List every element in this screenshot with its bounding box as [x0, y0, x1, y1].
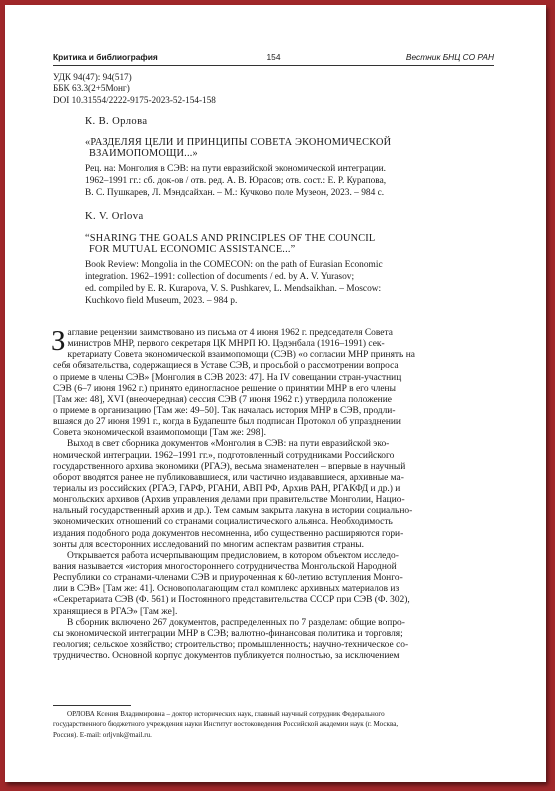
body-line: о приеме в организацию [Там же: 49–50]. Так началась история МНР в СЭВ, продли- [53, 405, 396, 416]
body-line: В сборник включено 267 документов, распределенных по 7 разделам: общие вопро- [67, 617, 405, 628]
ru-title [85, 137, 495, 160]
article-body [51, 325, 503, 662]
ru-review-reference [85, 163, 495, 199]
body-line: геология; сельское хозяйство; строительство; промышленность; научно-техническое со- [53, 639, 409, 650]
body-line: монгольских архивов (Архив управления делами при правительстве Монголии, Нацио- [53, 495, 405, 506]
en-author: K. V. Orlova [85, 211, 144, 222]
body-line: вшаяся до 27 июня 1991 г., когда в Будапеште был подписан Протокол об упразднении [53, 417, 401, 428]
header-rule [53, 65, 494, 66]
body-line: «Секретариата СЭВ (Ф. 561) и Постоянного представительства СССР при СЭВ (Ф. 302), [53, 595, 410, 606]
en-title-line: “SHARING THE GOALS AND PRINCIPLES OF THE COUNCIL [85, 233, 376, 244]
author-footnote [53, 709, 505, 740]
section-title: Критика и библиография [53, 52, 158, 62]
footnote-line: Россия). E-mail: orljvnk@mail.ru. [53, 730, 152, 739]
body-line: трудничество. Основной корпус документов публикуется полностью, за исключением [53, 651, 400, 662]
journal-title: Вестник БНЦ СО РАН [405, 52, 494, 62]
body-line: зонты для всесторонних исследований по многим аспектам развития страны. [53, 539, 364, 550]
en-ref-line: ed. compiled by E. R. Kurapova, V. S. Pushkarev, L. Mendsaikhan. – Moscow: [85, 284, 382, 295]
body-line: кретариату Совета экономической взаимопомощи (СЭВ) «о согласии МНР принять на [67, 350, 415, 361]
body-line: хранящиеся в РГАЭ» [Там же]. [53, 606, 178, 617]
ru-title-line: ВЗАИМОПОМОЩИ...» [89, 148, 198, 160]
classification-block [53, 72, 493, 106]
en-title-line: FOR MUTUAL ECONOMIC ASSISTANCE...” [89, 244, 296, 256]
ru-ref-line: 1962–1991 гг.: сб. док-ов / отв. ред. А. В. Юрасов; отв. сост.: Е. Р. Курапова, [85, 176, 387, 187]
doi: DOI 10.31554/2222-9175-2023-52-154-158 [53, 94, 216, 105]
body-line: себя обязательства, содержащиеся в Уставе СЭВ, и просьбой о рассмотрении вопроса [53, 361, 399, 372]
bbk-code: ББК 63.3(2+5Монг) [53, 83, 130, 94]
body-line: Совета экономической взаимопомощи [Там же: 298]. [53, 428, 266, 439]
body-line: лии в СЭВ» [Там же: 41]. Основополагающим стал комплекс архивных материалов из [53, 584, 400, 595]
page-number: 154 [266, 52, 281, 62]
body-line: сы экономической интеграции МНР в СЭВ; валютно-финансовая политика и торговля; [53, 628, 403, 639]
udk-code: УДК 94(47): 94(517) [53, 72, 132, 82]
footnote-line: государственного бюджетного учреждения науки Институт востоковедения Российской академии наук (г. Москва, [53, 720, 399, 729]
body-line: о приеме в члены СЭВ» [Монголия в СЭВ 2023: 47]. На IV совещании стран-участниц [53, 372, 402, 383]
document-page [5, 5, 546, 782]
en-review-reference [85, 259, 495, 307]
ru-author: К. В. Орлова [85, 116, 148, 127]
en-ref-line: Kuchkovo field Museum, 2023. – 984 p. [85, 296, 238, 307]
body-line: экономических отношений со странами социалистического альянса. Необходимость [53, 517, 393, 528]
ru-title-line: «РАЗДЕЛЯЯ ЦЕЛИ И ПРИНЦИПЫ СОВЕТА ЭКОНОМИЧЕСКОЙ [85, 137, 392, 148]
en-title [85, 233, 495, 256]
body-line: Открывается работа исчерпывающим предисловием, в котором объектом исследо- [67, 550, 399, 561]
body-line: Выход в свет сборника документов «Монголия в СЭВ: на пути евразийской эко- [67, 439, 390, 450]
ru-ref-line: В. С. Пушкарев, Л. Мэндсайхан. – М.: Кучково поле Музеон, 2023. – 984 с. [85, 188, 385, 199]
drop-cap: З [51, 325, 66, 357]
body-line: Республики со странами-членами СЭВ и приуроченная к 60-летию вступления Монго- [53, 573, 403, 584]
body-line: министров МНР, первого секретаря ЦК МНРП Ю. Цэдэнбала (1916–1991) сек- [67, 339, 385, 350]
body-line: издания подобного рода документов несомненна, ибо существенно расширяются гори- [53, 528, 404, 539]
en-ref-line: integration. 1962–1991: collection of documents / ed. by A. V. Yurasov; [85, 272, 355, 283]
footnote-line: ОРЛОВА Ксения Владимировна – доктор исторических наук, главный научный сотрудник Федерального [67, 710, 385, 718]
body-line: вания называется «история многостороннего сотрудничества Монгольской Народной [53, 561, 397, 572]
ru-header-block [85, 115, 495, 128]
en-header-block [85, 210, 495, 223]
body-line: оборот вводятся ранее не публиковавшиеся, или частично издававшиеся, архивные ма- [53, 472, 404, 483]
body-line: териалы из российских (РГАЭ, ГАРФ, РГАНИ, АВП РФ, Архив РАН, РГАКФД и др.) и [53, 483, 401, 494]
ru-ref-line: Рец. на: Монголия в СЭВ: на пути евразийской экономической интеграции. [85, 164, 387, 174]
footnote-rule [53, 705, 131, 706]
body-line: СЭВ (6–7 июня 1962 г.) принято единогласное решение о принятии МНР в его члены [53, 383, 396, 394]
body-line: аглавие рецензии заимствовано из письма от 4 июня 1962 г. председателя Совета [67, 328, 393, 338]
body-line: нальный государственный архив и др.). Тем самым закрыта лакуна в истории социально- [53, 506, 413, 517]
body-line: [Там же: 48], XVI (внеочередная) сессия СЭВ (7 июня 1962 г.) утвердила положение [53, 394, 392, 405]
en-ref-line: Book Review: Mongolia in the COMECON: on the path of Eurasian Economic [85, 260, 383, 270]
body-line: номической интеграции. 1962–1991 гг.», подготовленный сотрудниками Российского [53, 450, 395, 461]
body-line: государственного архива экономики (РГАЭ), весьма знаменателен – впервые в научный [53, 461, 406, 472]
